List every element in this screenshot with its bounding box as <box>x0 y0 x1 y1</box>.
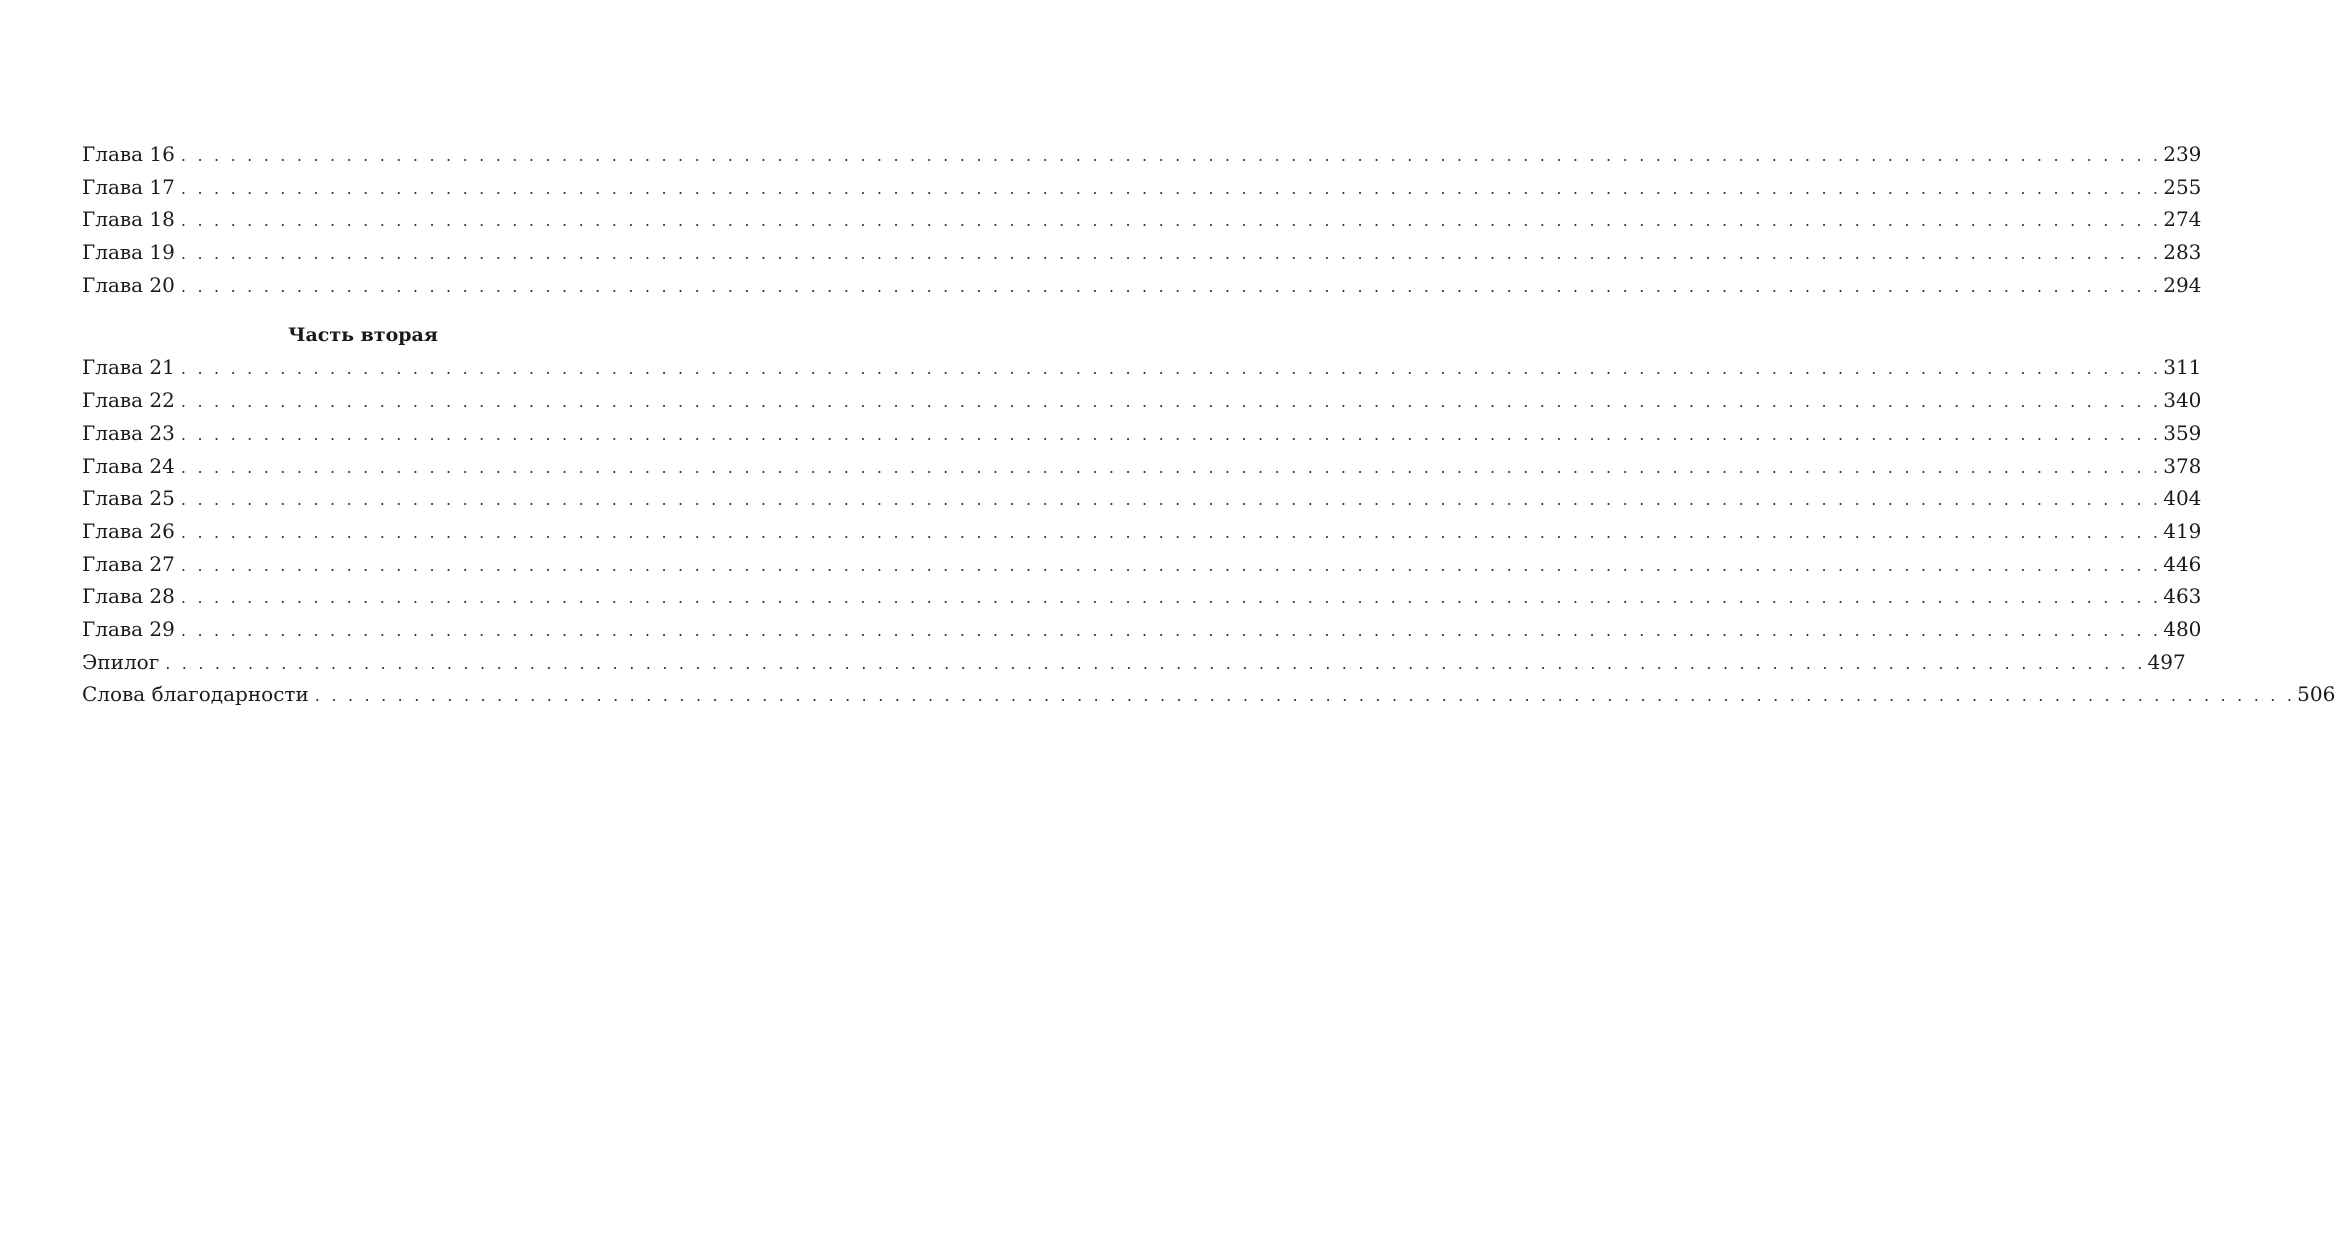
toc-entry-page-number: 311 <box>2163 355 2202 380</box>
toc-entry[interactable] <box>82 384 2202 417</box>
toc-entry[interactable] <box>82 548 2202 581</box>
dot-leader: . . . . . . . . . . . . . . . . . . . . . . . . . . . . . . . . . . . . . . . . . . . . . . . . . . . . . . . . . . . . . . . . . . . . . . . . . . . . . . . . . . . . . . . . . . . . . . . . . . . . . . . . . . . . . . . . . . . . . . . . <box>180 588 2162 608</box>
toc-entry-page-number: 294 <box>2163 272 2202 297</box>
toc-entry-title: Глава 19 <box>82 240 175 265</box>
toc-entry[interactable] <box>82 236 2202 269</box>
toc-entry[interactable] <box>82 203 2202 236</box>
toc-entry-title: Глава 16 <box>82 142 175 166</box>
dot-leader: . . . . . . . . . . . . . . . . . . . . . . . . . . . . . . . . . . . . . . . . . . . . . . . . . . . . . . . . . . . . . . . . . . . . . . . . . . . . . . . . . . . . . . . . . . . . . . . . . . . . . . . . . . . . . . . . . . . . . . . . <box>180 244 2162 264</box>
toc-list-part-two <box>82 351 2335 711</box>
part-two-heading: Часть вторая <box>288 324 438 347</box>
toc-entry[interactable] <box>82 482 2202 515</box>
toc-entry-page-number: 446 <box>2163 551 2202 576</box>
dot-leader: . . . . . . . . . . . . . . . . . . . . . . . . . . . . . . . . . . . . . . . . . . . . . . . . . . . . . . . . . . . . . . . . . . . . . . . . . . . . . . . . . . . . . . . . . . . . . . . . . . . . . . . . . . . . . . . . . . . . . . . . <box>180 146 2162 165</box>
toc-entry-page-number: 239 <box>2163 142 2202 166</box>
toc-entry-title: Глава 23 <box>82 420 175 445</box>
toc-entry-title: Глава 25 <box>82 486 175 511</box>
toc-entry-page-number: 506 <box>2297 682 2335 707</box>
toc-entry[interactable] <box>82 613 2202 646</box>
toc-entry-title: Глава 18 <box>82 207 175 232</box>
toc-entry[interactable] <box>82 515 2202 548</box>
toc-entry-title: Глава 21 <box>82 355 175 380</box>
toc-entry-title: Эпилог <box>82 649 160 674</box>
dot-leader: . . . . . . . . . . . . . . . . . . . . . . . . . . . . . . . . . . . . . . . . . . . . . . . . . . . . . . . . . . . . . . . . . . . . . . . . . . . . . . . . . . . . . . . . . . . . . . . . . . . . . . . . . . . . . . . . . . . . . . . . <box>180 178 2162 198</box>
toc-entry-page-number: 404 <box>2163 486 2202 511</box>
dot-leader: . . . . . . . . . . . . . . . . . . . . . . . . . . . . . . . . . . . . . . . . . . . . . . . . . . . . . . . . . . . . . . . . . . . . . . . . . . . . . . . . . . . . . . . . . . . . . . . . . . . . . . . . . . . . . . . . . . . . . . . . <box>180 490 2162 510</box>
toc-entry-page-number: 255 <box>2163 174 2202 199</box>
toc-entry[interactable] <box>82 580 2202 613</box>
toc-entry[interactable] <box>82 417 2202 450</box>
toc-entry-page-number: 378 <box>2163 453 2202 478</box>
toc-entry[interactable] <box>82 351 2202 384</box>
toc-entry[interactable] <box>82 269 2202 302</box>
dot-leader: . . . . . . . . . . . . . . . . . . . . . . . . . . . . . . . . . . . . . . . . . . . . . . . . . . . . . . . . . . . . . . . . . . . . . . . . . . . . . . . . . . . . . . . . . . . . . . . . . . . . . . . . . . . . . . . . . . . . . . . . <box>314 686 2296 706</box>
toc-entry-page-number: 359 <box>2163 420 2202 445</box>
toc-entry[interactable] <box>82 138 2202 171</box>
toc-entry[interactable] <box>82 171 2202 204</box>
toc-entry-title: Глава 28 <box>82 584 175 609</box>
toc-entry-title: Глава 29 <box>82 616 175 641</box>
toc-entry-title: Глава 27 <box>82 551 175 576</box>
toc-list-part-one <box>82 138 2202 301</box>
dot-leader: . . . . . . . . . . . . . . . . . . . . . . . . . . . . . . . . . . . . . . . . . . . . . . . . . . . . . . . . . . . . . . . . . . . . . . . . . . . . . . . . . . . . . . . . . . . . . . . . . . . . . . . . . . . . . . . . . . . . . . . . <box>180 522 2162 542</box>
toc-entry[interactable] <box>82 678 2335 711</box>
toc-entry-title: Слова благодарности <box>82 682 309 707</box>
dot-leader: . . . . . . . . . . . . . . . . . . . . . . . . . . . . . . . . . . . . . . . . . . . . . . . . . . . . . . . . . . . . . . . . . . . . . . . . . . . . . . . . . . . . . . . . . . . . . . . . . . . . . . . . . . . . . . . . . . . . . . . . <box>180 392 2162 412</box>
toc-entry-title: Глава 22 <box>82 388 175 413</box>
table-of-contents <box>82 138 2335 711</box>
toc-entry-page-number: 497 <box>2147 649 2186 674</box>
toc-entry-page-number: 340 <box>2163 388 2202 413</box>
dot-leader: . . . . . . . . . . . . . . . . . . . . . . . . . . . . . . . . . . . . . . . . . . . . . . . . . . . . . . . . . . . . . . . . . . . . . . . . . . . . . . . . . . . . . . . . . . . . . . . . . . . . . . . . . . . . . . . . . . . . . . . . <box>180 555 2162 575</box>
toc-entry-page-number: 480 <box>2163 616 2202 641</box>
toc-entry-title: Глава 17 <box>82 174 175 199</box>
toc-entry-title: Глава 24 <box>82 453 175 478</box>
toc-entry-page-number: 463 <box>2163 584 2202 609</box>
toc-entry-page-number: 283 <box>2163 240 2202 265</box>
toc-entry-page-number: 419 <box>2163 518 2202 543</box>
toc-entry-title: Глава 20 <box>82 272 175 297</box>
dot-leader: . . . . . . . . . . . . . . . . . . . . . . . . . . . . . . . . . . . . . . . . . . . . . . . . . . . . . . . . . . . . . . . . . . . . . . . . . . . . . . . . . . . . . . . . . . . . . . . . . . . . . . . . . . . . . . . . . . . . . . . . <box>180 424 2162 444</box>
toc-entry[interactable] <box>82 646 2186 679</box>
toc-entry[interactable] <box>82 450 2202 483</box>
dot-leader: . . . . . . . . . . . . . . . . . . . . . . . . . . . . . . . . . . . . . . . . . . . . . . . . . . . . . . . . . . . . . . . . . . . . . . . . . . . . . . . . . . . . . . . . . . . . . . . . . . . . . . . . . . . . . . . . . . . . . . . . <box>180 620 2162 640</box>
toc-entry-title: Глава 26 <box>82 518 175 543</box>
dot-leader: . . . . . . . . . . . . . . . . . . . . . . . . . . . . . . . . . . . . . . . . . . . . . . . . . . . . . . . . . . . . . . . . . . . . . . . . . . . . . . . . . . . . . . . . . . . . . . . . . . . . . . . . . . . . . . . . . . . . . . . . <box>165 653 2146 673</box>
dot-leader: . . . . . . . . . . . . . . . . . . . . . . . . . . . . . . . . . . . . . . . . . . . . . . . . . . . . . . . . . . . . . . . . . . . . . . . . . . . . . . . . . . . . . . . . . . . . . . . . . . . . . . . . . . . . . . . . . . . . . . . . <box>180 276 2162 296</box>
toc-entry-page-number: 274 <box>2163 207 2202 232</box>
dot-leader: . . . . . . . . . . . . . . . . . . . . . . . . . . . . . . . . . . . . . . . . . . . . . . . . . . . . . . . . . . . . . . . . . . . . . . . . . . . . . . . . . . . . . . . . . . . . . . . . . . . . . . . . . . . . . . . . . . . . . . . . <box>180 211 2162 231</box>
dot-leader: . . . . . . . . . . . . . . . . . . . . . . . . . . . . . . . . . . . . . . . . . . . . . . . . . . . . . . . . . . . . . . . . . . . . . . . . . . . . . . . . . . . . . . . . . . . . . . . . . . . . . . . . . . . . . . . . . . . . . . . . <box>180 457 2162 477</box>
dot-leader: . . . . . . . . . . . . . . . . . . . . . . . . . . . . . . . . . . . . . . . . . . . . . . . . . . . . . . . . . . . . . . . . . . . . . . . . . . . . . . . . . . . . . . . . . . . . . . . . . . . . . . . . . . . . . . . . . . . . . . . . <box>180 359 2162 379</box>
